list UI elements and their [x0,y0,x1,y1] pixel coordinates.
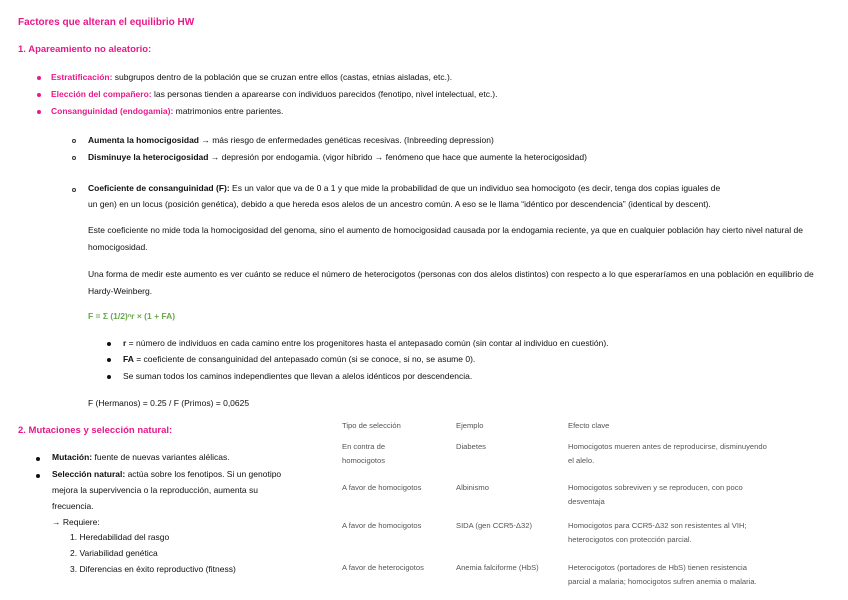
section-1-heading: 1. Apareamiento no aleatorio: [18,44,152,55]
paragraph: Este coeficiente no mide toda la homocigosidad del genoma, sino el aumento de homocigosidad causada por la endogamia reciente, ya que en cualquier población hay cierto nivel natural de homocigosidad. [88,225,803,252]
page-title: Factores que alteran el equilibrio HW [18,17,195,28]
table-header: Ejemplo [456,421,484,430]
table-header: Efecto clave [568,421,610,430]
table-cell: A favor de homocigotos [342,483,422,492]
table-cell: heterocigotos con protección parcial. [568,535,692,544]
table-cell: homocigotos [342,456,386,465]
paragraph: Una forma de medir este aumento es ver cuánto se reduce el número de heterocigotos (personas con dos alelos distintos) con respecto a lo que esperaríamos en una población en equilibrio de Hardy-Weinberg. [88,269,814,296]
table-cell: Albinismo [456,483,489,492]
list-item: Se suman todos los caminos independientes que llevan a alelos idénticos por descendencia. [123,371,473,381]
list-item: Elección del compañero: las personas tienden a aparearse con individuos parecidos (fenotipo, nivel intelectual, etc.). [51,89,498,99]
table-cell: A favor de homocigotos [342,521,422,530]
list-item: Estratificación: subgrupos dentro de la población que se cruzan entre ellos (castas, etnias aisladas, etc.). [51,72,453,82]
table-cell: SIDA (gen CCR5-Δ32) [456,521,532,530]
table-cell: Homocigotos mueren antes de reproducirse, disminuyendo [568,442,767,451]
bullet-icon [37,110,41,114]
bullet-icon [36,457,40,461]
list-item-cont: mejora la supervivencia o la reproducción, aumenta su [52,485,259,495]
list-item-cont: frecuencia. [52,501,94,511]
table-cell: Anemia falciforme (HbS) [456,563,539,572]
list-item: r = número de individuos en cada camino entre los progenitores hasta el antepasado común (sin contar al individuo en cuestión). [123,338,609,348]
table-header: Tipo de selección [342,421,401,430]
list-item: Mutación: fuente de nuevas variantes alélicas. [52,452,230,462]
formula: F = Σ (1/2)ⁿr × (1 + FA) [88,311,176,321]
numbered-item: 2. Variabilidad genética [70,548,158,558]
table-cell: desventaja [568,497,605,506]
table-cell: Homocigotos para CCR5-Δ32 son resistentes al VIH; [568,521,747,530]
list-item: Aumenta la homocigosidad → más riesgo de enfermedades genéticas recesivas. (Inbreeding depression) [88,135,494,145]
bullet-icon [37,76,41,80]
numbered-item: 3. Diferencias en éxito reproductivo (fitness) [70,564,236,574]
table-cell: En contra de [342,442,386,451]
table-cell: Heterocigotos (portadores de HbS) tienen resistencia [568,563,747,572]
bullet-icon [37,93,41,97]
table-cell: el alelo. [568,456,595,465]
table-cell: Homocigotos sobreviven y se reproducen, con poco [568,483,743,492]
circle-bullet-icon [72,188,76,192]
requires-label: → Requiere: [52,517,100,527]
section-2-heading: 2. Mutaciones y selección natural: [18,425,173,436]
circle-bullet-icon [72,156,76,160]
list-item: FA = coeficiente de consanguinidad del antepasado común (si se conoce, si no, se asume 0). [123,354,476,364]
coefficient-definition: Coeficiente de consanguinidad (F): Es un valor que va de 0 a 1 y que mide la probabilidad de que un individuo sea homocigoto (es decir, tenga dos copias iguales de [88,183,721,193]
table-cell: parcial a malaria; homocigotos sufren anemia o malaria. [568,577,757,586]
list-item: Selección natural: actúa sobre los fenotipos. Si un genotipo [52,469,282,479]
example-values: F (Hermanos) = 0.25 / F (Primos) = 0,0625 [88,398,250,408]
bullet-icon [107,375,111,379]
bullet-icon [36,474,40,478]
bullet-icon [107,358,111,362]
coefficient-definition-cont: un gen) en un locus (posición genética), debido a que hereda esos alelos de un ancestro común. A eso se le llama “idéntico por descendencia” (identical by descent). [88,199,711,209]
table-cell: Diabetes [456,442,486,451]
list-item: Disminuye la heterocigosidad → depresión por endogamia. (vigor híbrido → fenómeno que hace que aumente la heterocigosidad) [88,152,587,162]
bullet-icon [107,342,111,346]
numbered-item: 1. Heredabilidad del rasgo [70,532,170,542]
circle-bullet-icon [72,139,76,143]
list-item: Consanguinidad (endogamia): matrimonios entre parientes. [51,106,284,116]
table-cell: A favor de heterocigotos [342,563,424,572]
